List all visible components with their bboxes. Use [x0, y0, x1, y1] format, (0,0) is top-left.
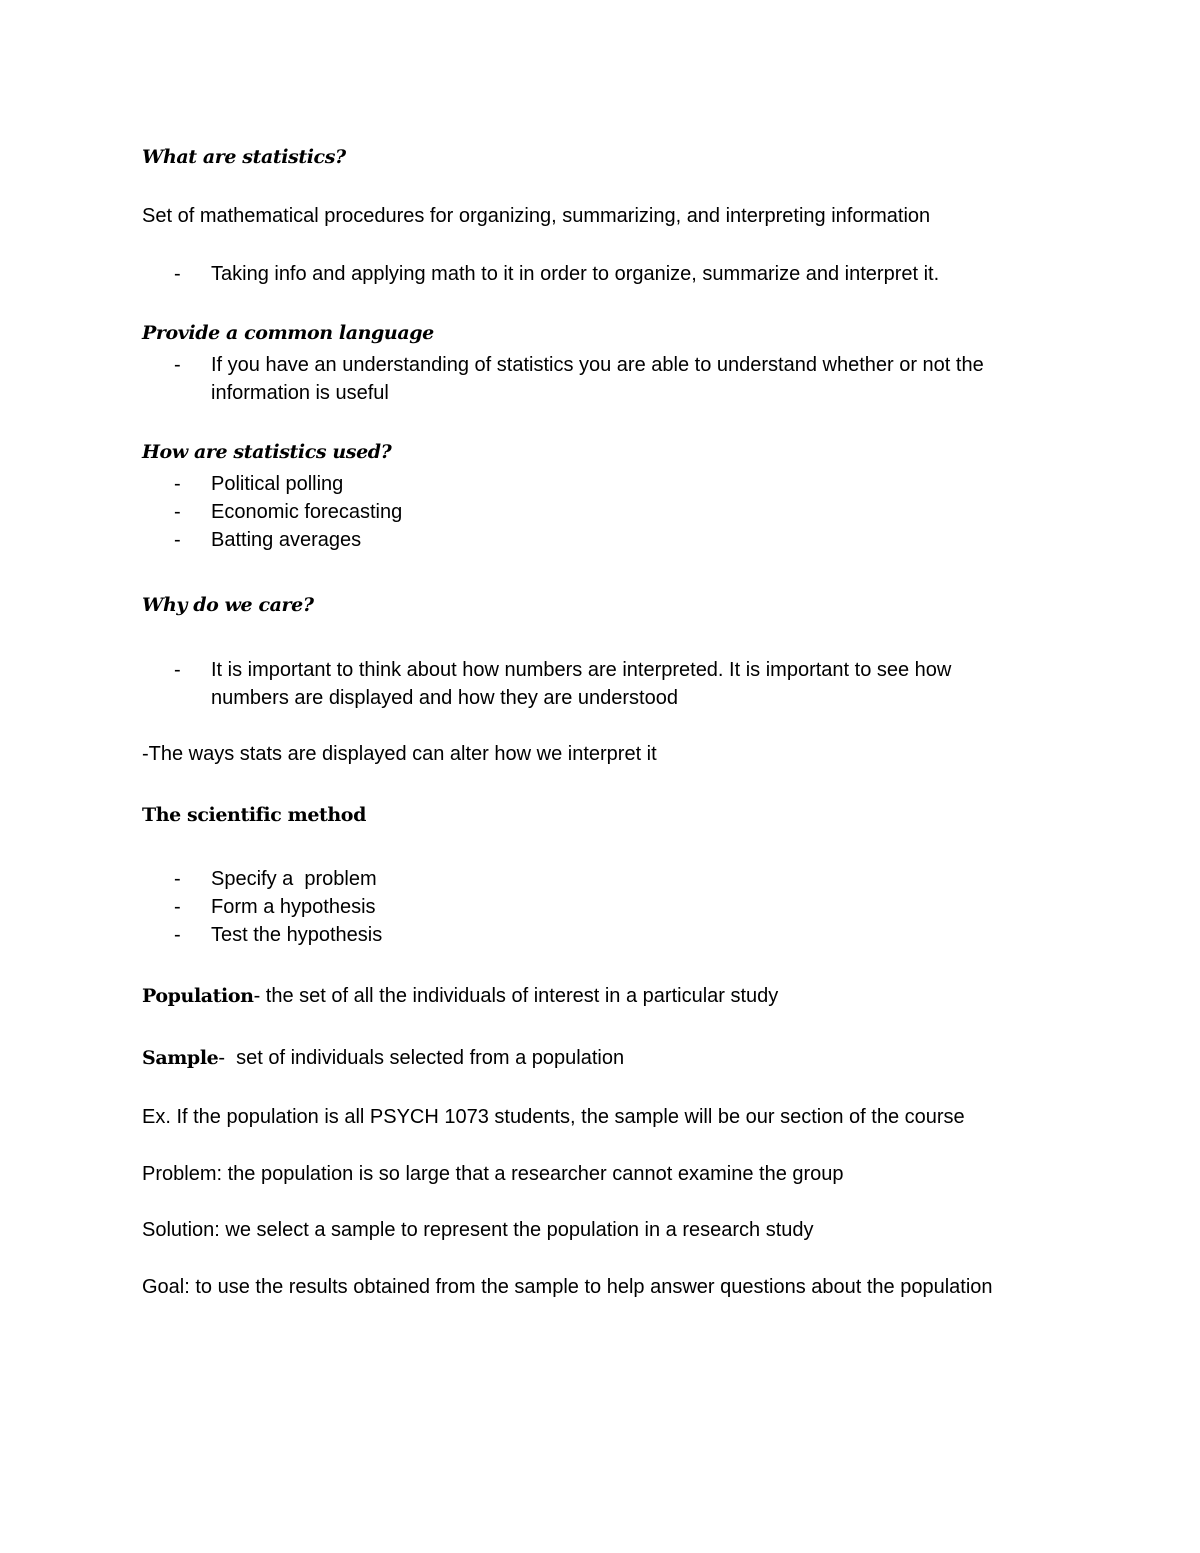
statistics-definition: Set of mathematical procedures for organizing, summarizing, and interpreting information	[142, 205, 931, 227]
heading-how-used: How are statistics used?	[142, 441, 392, 463]
sample-term: Sample	[142, 1047, 219, 1069]
bullet-dash: -	[174, 263, 181, 285]
bullet-item: Specify a problem	[211, 868, 377, 890]
bullet-dash: -	[174, 473, 181, 495]
population-term: Population	[142, 985, 254, 1007]
bullet-dash: -	[174, 501, 181, 523]
problem-text: Problem: the population is so large that a researcher cannot examine the group	[142, 1163, 844, 1185]
sample-text: - set of individuals selected from a population	[218, 1047, 625, 1069]
goal-text: Goal: to use the results obtained from the sample to help answer questions about the population	[142, 1276, 993, 1298]
solution-text: Solution: we select a sample to represent the population in a research study	[142, 1219, 814, 1241]
bullet-dash: -	[174, 659, 181, 681]
care-note: -The ways stats are displayed can alter how we interpret it	[142, 743, 657, 765]
heading-what-are-statistics: What are statistics?	[142, 146, 346, 168]
bullet-item: Test the hypothesis	[211, 924, 383, 946]
bullet-item-line2: numbers are displayed and how they are understood	[211, 687, 678, 709]
example-text: Ex. If the population is all PSYCH 1073 students, the sample will be our section of the course	[142, 1106, 965, 1128]
bullet-item: Form a hypothesis	[211, 896, 376, 918]
heading-why-care: Why do we care?	[142, 594, 314, 616]
bullet-item: Economic forecasting	[211, 501, 403, 523]
bullet-dash: -	[174, 924, 181, 946]
population-definition	[142, 982, 778, 1010]
sample-definition	[142, 1044, 624, 1072]
bullet-dash: -	[174, 529, 181, 551]
bullet-dash: -	[174, 896, 181, 918]
bullet-dash: -	[174, 868, 181, 890]
bullet-item-line1: It is important to think about how numbers are interpreted. It is important to see how	[211, 659, 952, 681]
heading-common-language: Provide a common language	[142, 322, 434, 344]
heading-scientific-method: The scientific method	[142, 804, 366, 826]
bullet-item: Batting averages	[211, 529, 362, 551]
bullet-item: Political polling	[211, 473, 344, 495]
bullet-item-line1: If you have an understanding of statistics you are able to understand whether or not the	[211, 354, 984, 376]
bullet-dash: -	[174, 354, 181, 376]
bullet-item: Taking info and applying math to it in order to organize, summarize and interpret it.	[211, 263, 940, 285]
bullet-item-line2: information is useful	[211, 382, 389, 404]
population-text: - the set of all the individuals of interest in a particular study	[253, 985, 779, 1007]
